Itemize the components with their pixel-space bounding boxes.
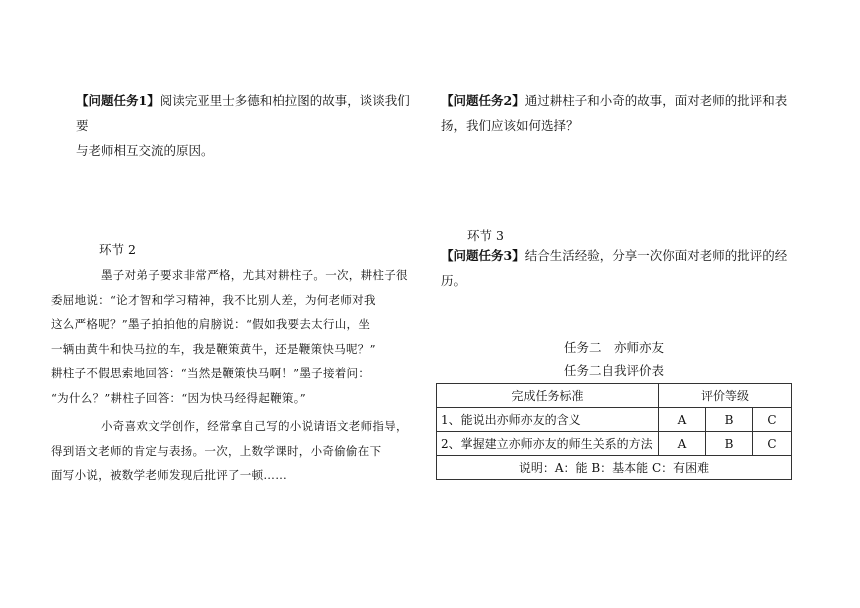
story-p2-line: 面写小说，被数学老师发现后批评了一顿…… — [51, 468, 287, 482]
task1-label: 【问题任务1】 — [76, 93, 160, 108]
grade-b: B — [706, 432, 753, 456]
grade-b: B — [706, 408, 753, 432]
story-p1-line: 一辆由黄牛和快马拉的车，我是鞭策黄牛，还是鞭策快马呢？” — [51, 341, 376, 356]
section3-title: 环节 3 — [467, 228, 504, 243]
table-title: 任务二自我评价表 — [563, 363, 664, 378]
story-p1-line: 墨子对弟子要求非常严格，尤其对耕柱子。一次，耕柱子很 — [101, 268, 408, 282]
task-two-title: 任务二 亦师亦友 — [563, 340, 664, 355]
grade-c: C — [753, 432, 792, 456]
row-standard: 2、掌握建立亦师亦友的师生关系的方法 — [437, 432, 659, 456]
task3-block — [441, 243, 791, 293]
self-evaluation-table — [436, 383, 792, 480]
story-p1-line: 耕柱子不假思索地回答：“当然是鞭策快马啊！”墨子接着问： — [51, 366, 371, 380]
table-note: 说明：A：能 B：基本能 C：有困难 — [437, 456, 792, 480]
story-paragraph-1 — [51, 263, 421, 410]
task3-label: 【问题任务3】 — [441, 248, 525, 263]
table-row — [437, 408, 792, 432]
table-row — [437, 432, 792, 456]
story-p1-line: “为什么？”耕柱子回答：“因为快马经得起鞭策。” — [51, 390, 306, 405]
row-standard: 1、能说出亦师亦友的含义 — [437, 408, 659, 432]
grade-a: A — [659, 408, 706, 432]
story-paragraph-2 — [51, 414, 421, 488]
task2-label: 【问题任务2】 — [441, 93, 525, 108]
header-standard: 完成任务标准 — [437, 384, 659, 408]
grade-a: A — [659, 432, 706, 456]
grade-c: C — [753, 408, 792, 432]
task1-text-line2: 与老师相互交流的原因。 — [76, 143, 214, 158]
task2-text-line1: 通过耕柱子和小奇的故事，面对老师的批评和表 — [524, 93, 788, 108]
table-header-row — [437, 384, 792, 408]
table-note-row — [437, 456, 792, 480]
task3-text-line1: 结合生活经验，分享一次你面对老师的批评的经 — [524, 248, 788, 263]
task1-text-line1: 阅读完亚里士多德和柏拉图的故事，谈谈我们要 — [76, 93, 410, 133]
story-p2-line: 得到语文老师的肯定与表扬。一次，上数学课时，小奇偷偷在下 — [51, 443, 382, 458]
task2-text-line2: 扬，我们应该如何选择？ — [441, 118, 579, 133]
task3-text-line2: 历。 — [441, 273, 467, 288]
story-p1-line: 这么严格呢？”墨子拍拍他的肩膀说：“假如我要去太行山，坐 — [51, 317, 371, 331]
section2-title: 环节 2 — [99, 242, 136, 257]
story-p2-line: 小奇喜欢文学创作，经常拿自己写的小说请语文老师指导， — [101, 419, 408, 433]
story-p1-line: 委屈地说：“论才智和学习精神，我不比别人差，为何老师对我 — [51, 292, 376, 307]
task2-block — [441, 88, 791, 138]
story-block — [51, 263, 421, 488]
task1-block — [76, 88, 416, 163]
header-level: 评价等级 — [659, 384, 792, 408]
